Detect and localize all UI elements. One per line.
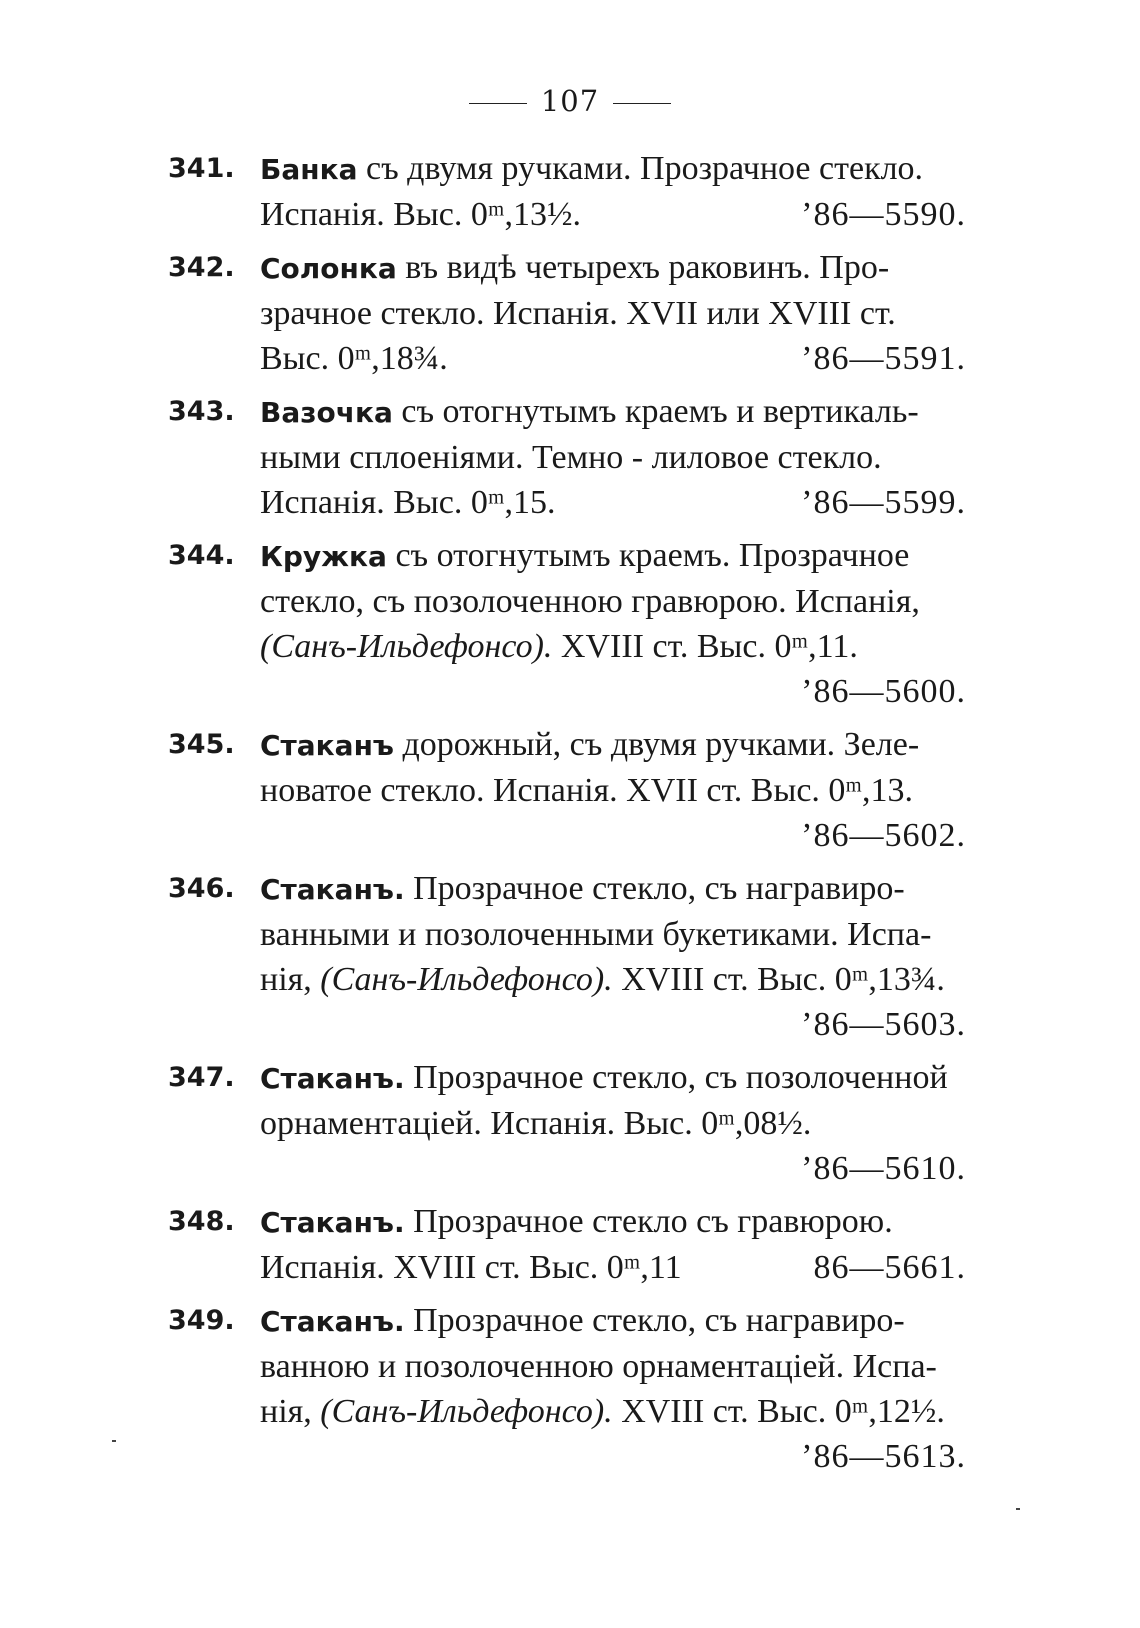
entry-text: Испанія. Выс. 0ᵐ,13½. bbox=[260, 196, 581, 233]
entry-heading: Стаканъ bbox=[260, 729, 394, 762]
entry-text: новатое стекло. Испанія. XVII ст. Выс. 0ᵐ,13. bbox=[260, 772, 914, 809]
entry-text: дорожный, съ двумя ручками. Зеле- bbox=[393, 726, 920, 763]
entry-heading: Кружка bbox=[260, 540, 387, 573]
entry-number: 344. bbox=[168, 540, 235, 571]
entry-heading: Солонка bbox=[260, 252, 397, 285]
entry-number: 347. bbox=[168, 1062, 235, 1093]
entry-text: Прозрачное стекло, съ позолоченной bbox=[404, 1059, 948, 1096]
entry-text: Прозрачное стекло, съ награвиро- bbox=[404, 870, 905, 907]
entry-text: Испанія. Выс. 0ᵐ,15. bbox=[260, 484, 556, 521]
entry-heading: Банка bbox=[260, 153, 358, 186]
catalogue-entry bbox=[168, 866, 980, 1047]
catalogue-entry bbox=[168, 146, 980, 237]
head-rule-left bbox=[469, 103, 527, 104]
running-head bbox=[0, 84, 1140, 118]
entry-number: 343. bbox=[168, 396, 235, 427]
inventory-number: ’86—5599. bbox=[801, 484, 966, 521]
scan-speck bbox=[1016, 1508, 1020, 1510]
catalogue-entry bbox=[168, 245, 980, 381]
entry-text: XVIII ст. Выс. 0ᵐ,12½. bbox=[612, 1393, 945, 1430]
catalogue-entry bbox=[168, 722, 980, 858]
inventory-number: ’86—5590. bbox=[801, 196, 966, 233]
entry-number: 349. bbox=[168, 1305, 235, 1336]
entry-text: орнаментаціей. Испанія. Выс. 0ᵐ,08½. bbox=[260, 1105, 812, 1142]
entry-text: нія, bbox=[260, 1393, 321, 1430]
entry-text: зрачное стекло. Испанія. XVII или XVIII ст. bbox=[260, 295, 896, 332]
entry-heading: Стаканъ. bbox=[260, 1062, 405, 1095]
entry-text: XVIII ст. Выс. 0ᵐ,13¾. bbox=[612, 961, 945, 998]
entry-text: Испанія. XVIII ст. Выс. 0ᵐ,11 bbox=[260, 1249, 682, 1286]
catalogue-entries bbox=[168, 146, 980, 1487]
catalogue-entry bbox=[168, 1055, 980, 1191]
entry-text: ванною и позолоченною орнаментаціей. Испа- bbox=[260, 1348, 937, 1385]
inventory-number: 86—5661. bbox=[813, 1249, 966, 1286]
inventory-number: ’86—5603. bbox=[801, 1006, 966, 1043]
entry-text: нія, bbox=[260, 961, 321, 998]
inventory-number: ’86—5602. bbox=[801, 817, 966, 854]
entry-number: 342. bbox=[168, 252, 235, 283]
place-name: (Санъ-Ильдефонсо). bbox=[320, 961, 613, 998]
entry-number: 345. bbox=[168, 729, 235, 760]
entry-text: ными сплоеніями. Темно - лиловое стекло. bbox=[260, 439, 882, 476]
inventory-number: ’86—5591. bbox=[801, 340, 966, 377]
inventory-number: ’86—5613. bbox=[801, 1438, 966, 1475]
catalogue-entry bbox=[168, 1298, 980, 1479]
inventory-number: ’86—5610. bbox=[801, 1150, 966, 1187]
entry-number: 348. bbox=[168, 1206, 235, 1237]
catalogue-entry bbox=[168, 533, 980, 714]
head-rule-right bbox=[613, 103, 671, 104]
entry-heading: Стаканъ. bbox=[260, 1305, 405, 1338]
entry-text: съ двумя ручками. Прозрачное стекло. bbox=[357, 150, 924, 187]
place-name: (Санъ-Ильдефонсо). bbox=[320, 1393, 613, 1430]
inventory-number: ’86—5600. bbox=[801, 673, 966, 710]
entry-text: съ отогнутымъ краемъ. Прозрачное bbox=[386, 537, 910, 574]
entry-text: съ отогнутымъ краемъ и вертикаль- bbox=[392, 393, 919, 430]
entry-heading: Вазочка bbox=[260, 396, 393, 429]
entry-text: XVIII ст. Выс. 0ᵐ,11. bbox=[552, 628, 858, 665]
entry-number: 341. bbox=[168, 153, 235, 184]
entry-text: Прозрачное стекло съ гравюрою. bbox=[404, 1203, 893, 1240]
entry-text: Выс. 0ᵐ,18¾. bbox=[260, 340, 448, 377]
catalogue-entry bbox=[168, 1199, 980, 1290]
entry-heading: Стаканъ. bbox=[260, 873, 405, 906]
entry-number: 346. bbox=[168, 873, 235, 904]
entry-text: Прозрачное стекло, съ награвиро- bbox=[404, 1302, 905, 1339]
page-number: 107 bbox=[540, 84, 600, 118]
entry-heading: Стаканъ. bbox=[260, 1206, 405, 1239]
catalogue-entry bbox=[168, 389, 980, 525]
entry-text: стекло, съ позолоченною гравюрою. Испанія, bbox=[260, 583, 920, 620]
scan-speck bbox=[112, 1440, 116, 1442]
place-name: (Санъ-Ильдефонсо). bbox=[260, 628, 553, 665]
entry-text: въ видѣ четырехъ раковинъ. Про- bbox=[396, 249, 890, 286]
entry-text: ванными и позолоченными букетиками. Испа- bbox=[260, 916, 932, 953]
